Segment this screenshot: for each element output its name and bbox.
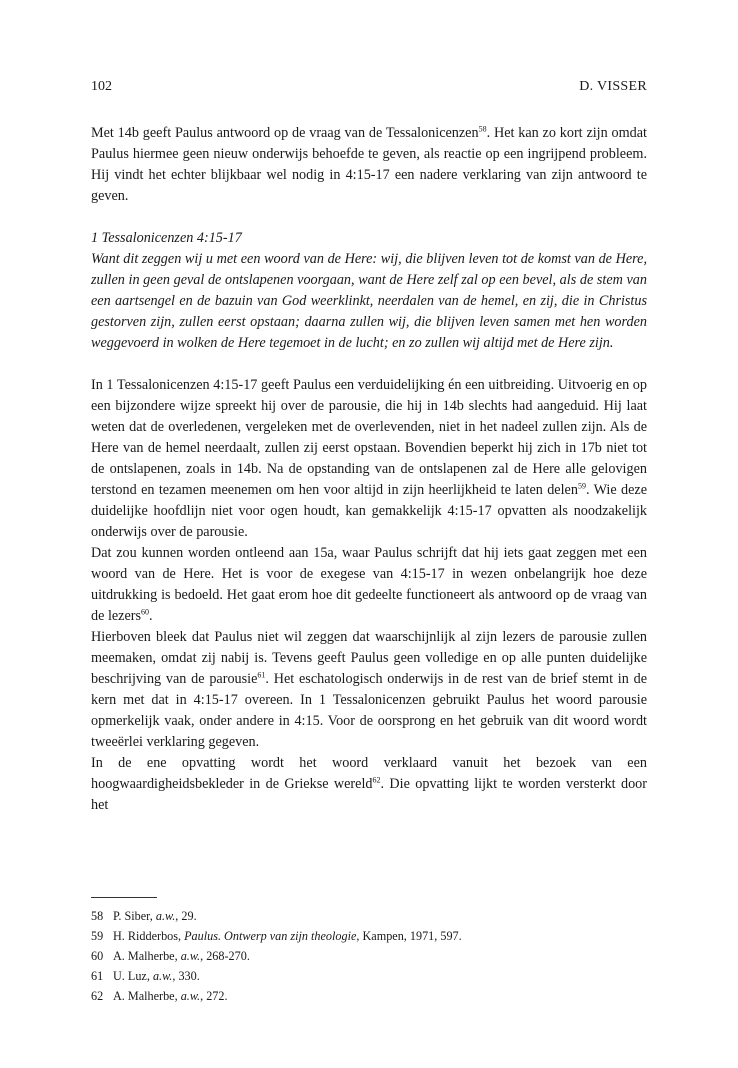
paragraph-1-text-b: . Het kan zo kort zijn omdat Paulus hiermee geen nieuw onderwijs behoefde te geven, als reactie op een ingrijpend probleem. Hij vindt het echter blijkbaar wel nodig in 4:15-17 een nadere verklaring van zijn antwoord te geven. [91, 125, 647, 204]
footnote-number: 61 [91, 969, 104, 983]
paragraph-1 [91, 123, 647, 207]
footnote-rest: , 272. [200, 989, 228, 1003]
paragraph-5 [91, 753, 647, 816]
footnote-author: H. Ridderbos, [113, 929, 185, 943]
footnote-title: a.w. [180, 989, 201, 1003]
footnote-title: Paulus. Ontwerp van zijn theologie [184, 929, 357, 943]
footnote-number: 62 [91, 989, 104, 1003]
paragraph-1-text-a: Met 14b geeft Paulus antwoord op de vraag van de Tessalonicenzen [91, 125, 479, 141]
running-head-author: D. VISSER [579, 79, 647, 94]
footnote-number: 59 [91, 929, 104, 943]
footnote-58 [91, 906, 647, 926]
footnote-rest: , 29. [175, 909, 197, 923]
footnote-title: a.w. [155, 909, 176, 923]
paragraph-2-text-b: . Wie deze duidelijke hoofdlijn niet voor ogen houdt, kan gemakkelijk 4:15-17 opvatten als noodzakelijk onderwijs over de parousie. [91, 482, 648, 540]
footnote-author: A. Malherbe, [113, 989, 181, 1003]
footnote-rest: , 268-270. [200, 949, 250, 963]
paragraph-2 [91, 375, 647, 543]
footnote-number: 58 [91, 909, 104, 923]
footnote-rest: , 330. [172, 969, 200, 983]
paragraph-4 [91, 627, 647, 753]
quote-heading: 1 Tessalonicenzen 4:15-17 [91, 230, 242, 246]
footnote-title: a.w. [180, 949, 201, 963]
main-text [91, 123, 647, 816]
paragraph-5-text-a: In de ene opvatting wordt het woord verklaard vanuit het bezoek van een hoogwaardigheidsbekleder in de Griekse wereld [91, 755, 647, 792]
footnote-ref-59[interactable]: 59 [577, 481, 586, 491]
paragraph-3-text-b: . [149, 608, 153, 624]
quote-text: Want dit zeggen wij u met een woord van de Here: wij, die blijven leven tot de komst van de Here, zullen in geen geval de ontslapenen voorgaan, want de Here zelf zal op een bevel, als de stem van een aartsengel en de bazuin van God weerklinkt, neerdalen van de hemel, en zij, die in Christus gestorven zijn, zullen eerst opstaan; daarna zullen wij, die blijven leven samen met hen worden weggevoerd in wolken de Here tegemoet in de lucht; en zo zullen wij altijd met de Here zijn. [91, 251, 647, 351]
footnote-author: P. Siber, [113, 909, 156, 923]
paragraph-4-text-b: . Het eschatologisch onderwijs in de rest van de brief stemt in de kern met dat in 4:15-17 overeen. In 1 Tessalonicenzen gebruikt Paulus het woord parousie opmerkelijk vaak, onder andere in 4:15. Voor de oorsprong en het gebruik van dit woord wordt tweeërlei verklaring gegeven. [91, 671, 648, 750]
footnote-author: A. Malherbe, [113, 949, 181, 963]
running-header [91, 79, 647, 99]
footnote-62 [91, 986, 647, 1006]
footnote-ref-58[interactable]: 58 [478, 124, 487, 134]
footnote-61 [91, 966, 647, 986]
paragraph-2-text-a: In 1 Tessalonicenzen 4:15-17 geeft Paulus een verduidelijking én een uitbreiding. Uitvoerig en op een bijzondere wijze spreekt hij over de parousie, die hij in 14b slechts had aangeduid. Hij laat weten dat de overledenen, vergeleken met de overlevenden, niet in het nadeel zullen zijn. Als de Here van de hemel neerdaalt, zullen zij eerst opstaan. Bovendien beperkt hij zich in 17b niet tot de ontslapenen, zoals in 14b. Na de opstanding van de ontslapenen zal de Here alle gelovigen terstond en tezamen meenemen om hen voor altijd in zijn heerlijkheid te laten delen [91, 377, 647, 498]
paragraph-3 [91, 543, 647, 627]
paragraph-5-text-b: . Die opvatting lijkt te worden versterkt door het [91, 776, 647, 813]
footnote-number: 60 [91, 949, 104, 963]
footnote-ref-62[interactable]: 62 [372, 775, 381, 785]
footnote-ref-61[interactable]: 61 [257, 670, 266, 680]
page-number: 102 [91, 79, 112, 94]
footnote-59 [91, 926, 647, 946]
footnote-author: U. Luz, [113, 969, 153, 983]
footnote-separator [91, 897, 157, 898]
paragraph-4-text-a: Hierboven bleek dat Paulus niet wil zeggen dat waarschijnlijk al zijn lezers de parousie zullen meemaken, omdat zij nabij is. Tevens geeft Paulus geen volledige en op alle punten duidelijke beschrijving van de parousie [91, 629, 647, 687]
footnote-rest: , Kampen, 1971, 597. [356, 929, 462, 943]
footnote-ref-60[interactable]: 60 [141, 607, 150, 617]
footnotes [91, 906, 647, 1006]
footnote-60 [91, 946, 647, 966]
paragraph-3-text-a: Dat zou kunnen worden ontleend aan 15a, waar Paulus schrijft dat hij iets gaat zeggen met een woord van de Here. Het is voor de exegese van 4:15-17 in wezen onbelangrijk hoe deze uitdrukking is bedoeld. Het gaat erom hoe dit gedeelte functioneert als antwoord op de vraag van de lezers [91, 545, 647, 624]
footnote-title: a.w. [152, 969, 173, 983]
